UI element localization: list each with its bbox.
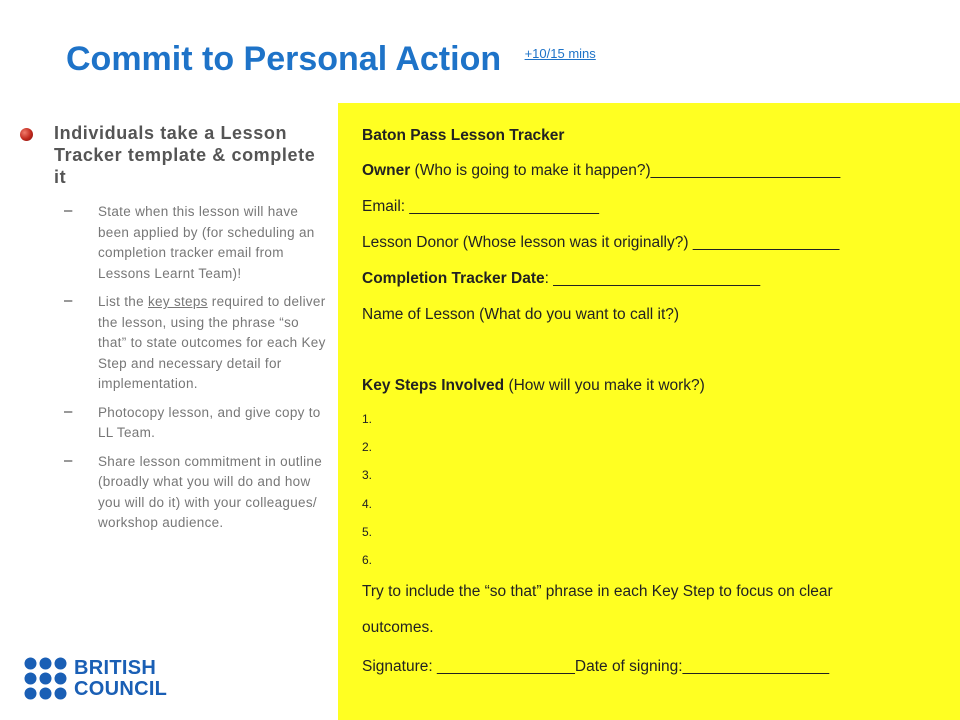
key-steps-underlined: key steps <box>147 294 208 309</box>
logo-wordmark <box>74 658 167 700</box>
sub-bullet-text: Share lesson commitment in outline (broadly what you will do and how you will do it) with your colleagues/ workshop audience. <box>98 453 323 530</box>
owner-label: Owner <box>362 162 411 179</box>
logo-dots-icon <box>24 657 68 701</box>
lesson-name-line: Name of Lesson (What do you want to call it?) <box>362 306 680 323</box>
main-bullet <box>18 122 330 188</box>
step-item: 3. <box>362 468 373 482</box>
dash-icon: – <box>64 292 73 309</box>
sub-bullet <box>18 403 330 444</box>
logo-line-1: BRITISH <box>74 657 157 679</box>
sub-bullet <box>18 452 330 534</box>
main-bullet-text: Individuals take a Lesson Tracker template & complete it <box>54 123 316 187</box>
signature-line: Signature: ________________Date of signing:_________________ <box>362 658 830 675</box>
key-steps-hint: (How will you make it work?) <box>504 377 705 394</box>
key-steps-line <box>362 377 705 395</box>
sub-text-pre: List the <box>98 294 148 309</box>
key-steps-label: Key Steps Involved <box>362 377 505 394</box>
sub-bullet <box>18 202 330 284</box>
dash-icon: – <box>64 451 73 469</box>
completion-blank: : ________________________ <box>544 270 761 287</box>
sub-bullet <box>18 292 330 395</box>
logo-line-2: COUNCIL <box>74 678 168 700</box>
step-item: 1. <box>362 412 373 426</box>
sub-bullet-text: Photocopy lesson, and give copy to LL Team. <box>98 404 321 440</box>
duration-link[interactable]: +10/15 mins <box>524 46 596 61</box>
slide-title <box>66 40 596 79</box>
instructions-panel <box>18 122 330 542</box>
so-that-line-1: Try to include the “so that” phrase in each Key Step to focus on clear <box>362 583 833 600</box>
donor-line: Lesson Donor (Whose lesson was it originally?) _________________ <box>362 234 840 251</box>
completion-label: Completion Tracker Date <box>362 270 545 287</box>
sub-bullet-text: State when this lesson will have been applied by (for scheduling an completion tracker email from Lessons Learnt Team)! <box>98 204 315 281</box>
owner-hint: (Who is going to make it happen?)______________________ <box>410 162 841 179</box>
sub-bullet-text <box>98 292 330 395</box>
sub-text-post: required to deliver the lesson, using the phrase “so that” to state outcomes for each Key Step and necessary detail for implementation. <box>98 294 326 391</box>
step-item: 6. <box>362 553 373 567</box>
step-item: 4. <box>362 497 373 511</box>
owner-line <box>362 162 840 180</box>
completion-line <box>362 270 760 288</box>
lesson-tracker-panel <box>338 103 960 720</box>
british-council-logo <box>24 657 174 701</box>
sub-bullets <box>18 202 330 534</box>
step-item: 5. <box>362 525 373 539</box>
dash-icon: – <box>64 402 73 420</box>
step-item: 2. <box>362 440 373 454</box>
slide-title-text: Commit to Personal Action <box>66 40 502 78</box>
dash-icon: – <box>64 202 73 219</box>
email-line: Email: ______________________ <box>362 198 600 215</box>
tracker-title: Baton Pass Lesson Tracker <box>362 127 565 144</box>
red-bullet-icon <box>20 128 33 141</box>
so-that-line-2: outcomes. <box>362 619 434 636</box>
